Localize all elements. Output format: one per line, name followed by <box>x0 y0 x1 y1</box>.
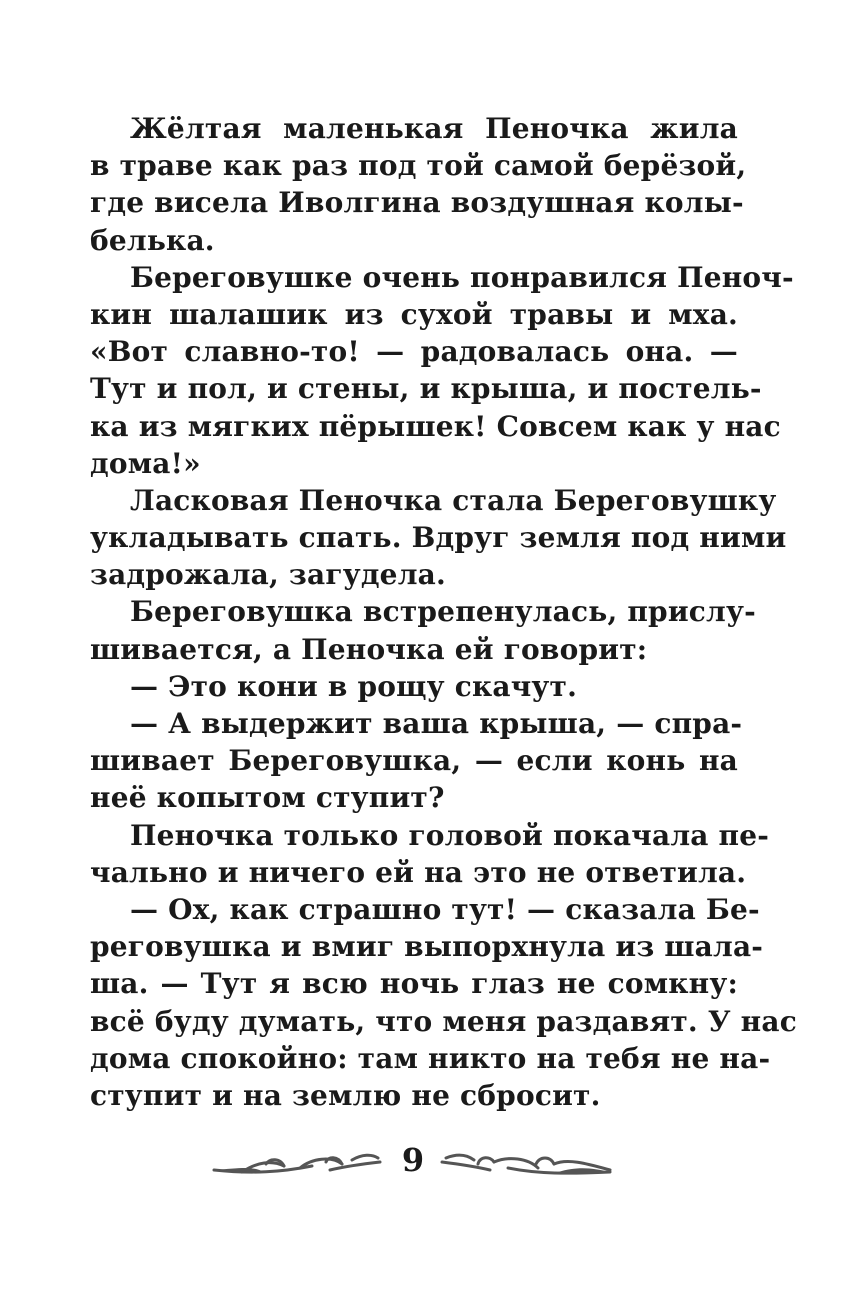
text-line: ша. — Тут я всю ночь глаз не сомкну: <box>90 967 738 1001</box>
text-line: Пеночка только головой покачала пе- <box>130 818 770 852</box>
text-line: неё копытом ступит? <box>90 781 445 815</box>
text-line: в траве как раз под той самой берёзой, <box>90 149 747 183</box>
text-line: реговушка и вмиг выпорхнула из шала- <box>90 930 764 964</box>
text-line: шивается, а Пеночка ей говорит: <box>90 632 648 666</box>
page-number: 9 <box>401 1141 425 1179</box>
text-line: дома!» <box>90 446 201 480</box>
body-text <box>90 110 797 1114</box>
text-line: ступит и на землю не сбросит. <box>90 1078 601 1112</box>
text-line: Жёлтая маленькая Пеночка жила <box>130 112 738 145</box>
text-line: укладывать спать. Вдруг земля под ними <box>90 521 787 555</box>
text-line: где висела Иволгина воздушная колы- <box>90 186 744 220</box>
page-footer <box>0 1140 856 1190</box>
flourish-ornament-icon <box>212 1148 382 1180</box>
text-line: — Ох, как страшно тут! — сказала Бе- <box>130 892 760 926</box>
text-line: — Это кони в рощу скачут. <box>130 669 578 703</box>
text-line: Тут и пол, и стены, и крыша, и постель- <box>90 372 762 406</box>
text-line: Береговушка встрепенулась, прислу- <box>130 595 756 629</box>
text-line: — А выдержит ваша крыша, — спра- <box>130 707 743 740</box>
text-line: задрожала, загудела. <box>90 558 446 592</box>
text-line: кин шалашик из сухой травы и мха. <box>90 297 738 331</box>
text-line: Береговушке очень понравился Пеноч- <box>130 260 794 294</box>
flourish-ornament-icon <box>438 1148 613 1180</box>
text-line: Ласковая Пеночка стала Береговушку <box>130 483 777 517</box>
text-line: шивает Береговушка, — если конь на <box>90 744 738 778</box>
text-line: дома спокойно: там никто на тебя не на- <box>90 1041 771 1075</box>
text-line: всё буду думать, что меня раздавят. У нас <box>90 1004 797 1038</box>
text-line: чально и ничего ей на это не ответила. <box>90 855 747 889</box>
text-line: «Вот славно-то! — радовалась она. — <box>90 335 738 369</box>
text-line: белька. <box>90 223 215 257</box>
text-line: ка из мягких пёрышек! Совсем как у нас <box>90 409 781 443</box>
